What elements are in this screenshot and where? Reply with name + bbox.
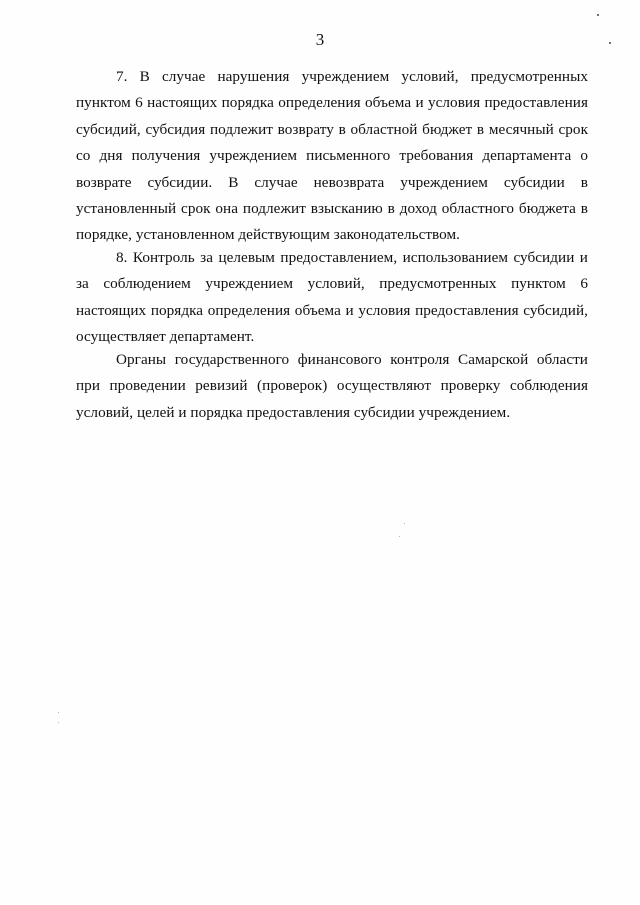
- scan-speck: [58, 722, 59, 723]
- scan-speck: [404, 523, 405, 524]
- paragraph-audit-bodies: Органы государственного финансового контроля Самарской области при проведении ревизий (проверок) осуществляют проверку соблюдения условий, целей и порядка предоставления субсидии учреждением.: [76, 351, 588, 421]
- scan-speck: [58, 712, 59, 713]
- scan-speck: [609, 42, 611, 44]
- page-number: 3: [315, 30, 325, 49]
- paragraph-8-control: 8. Контроль за целевым предоставлением, использованием субсидии и за соблюдением учреждением условий, предусмотренных пунктом 6 настоящих порядка определения объема и условия предоставления субсидий, осуществляет департамент.: [76, 249, 588, 346]
- scan-speck: [399, 536, 400, 537]
- scan-speck: [597, 14, 599, 16]
- paragraph-7-refund: 7. В случае нарушения учреждением условий, предусмотренных пунктом 6 настоящих порядка определения объема и условия предоставления субсидий, субсидия подлежит возврату в областной бюджет в месячный срок со дня получения учреждением письменного требования департамента о возврате субсидии. В случае невозврата учреждением субсидии в установленный срок она подлежит взысканию в доход областного бюджета в порядке, установленном действующим законодательством.: [76, 68, 588, 244]
